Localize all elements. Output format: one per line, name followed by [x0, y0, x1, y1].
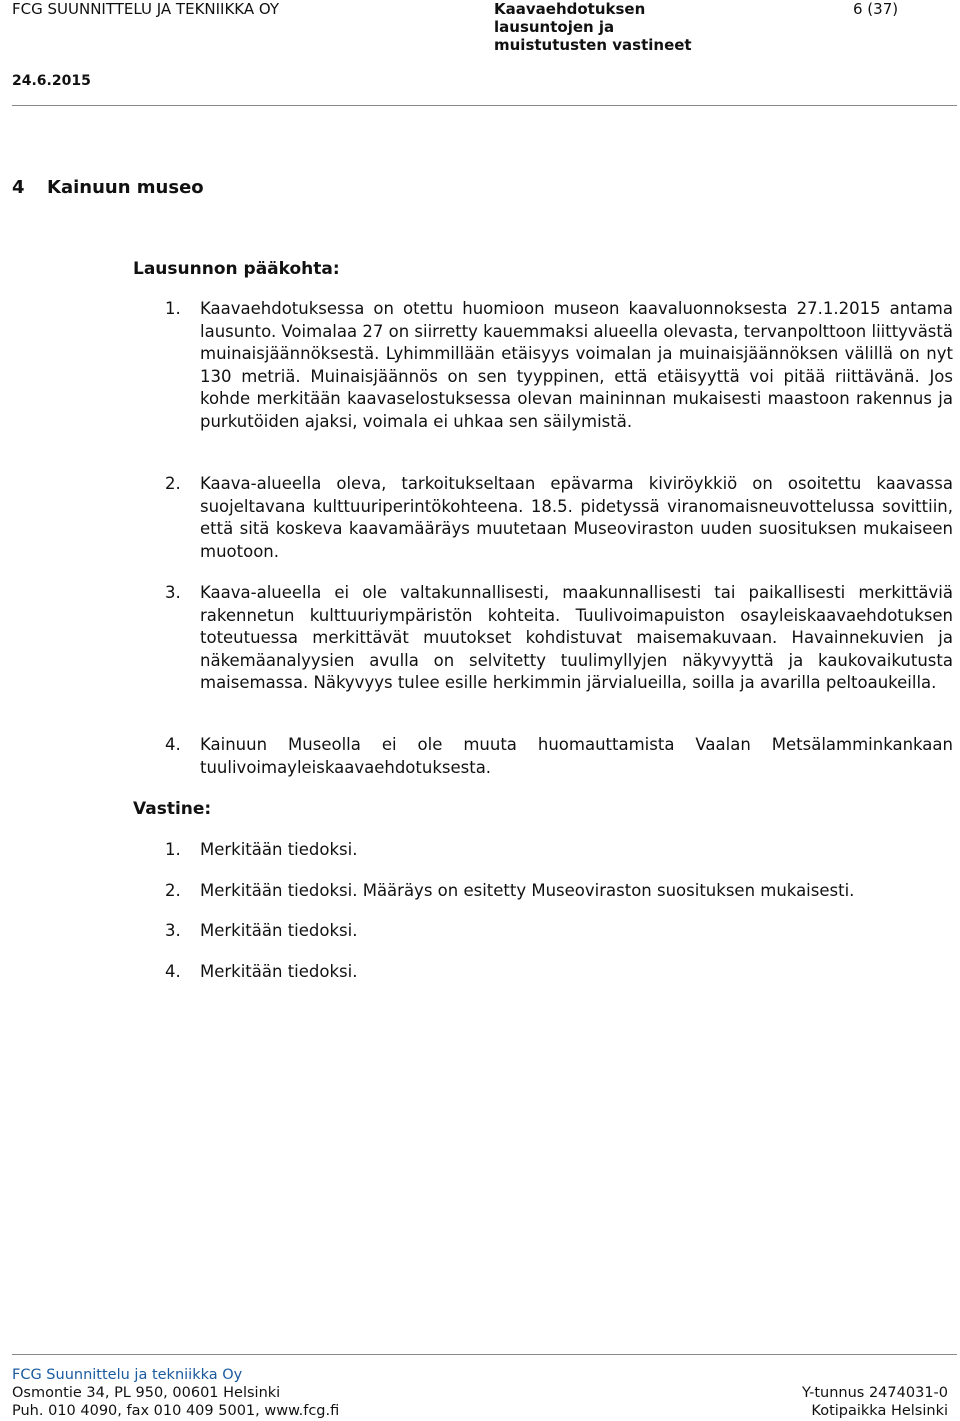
section-title-text: Kainuun museo [47, 177, 204, 198]
response-item-1-text: Merkitään tiedoksi. [200, 840, 358, 859]
statement-item-4-text: Kainuun Museolla ei ole muuta huomauttamista Vaalan Metsälamminkankaan tuulivoimayleiskaavaehdotuksesta. [200, 735, 953, 777]
footer-divider [12, 1354, 957, 1355]
response-item-2-number: 2. [165, 881, 181, 900]
statement-item-1-text: Kaavaehdotuksessa on otettu huomioon museon kaavaluonnoksesta 27.1.2015 antama lausunto. Voimalaa 27 on siirretty kauemmaksi alueella olevasta, tervanpolttoon liittyvästä muinaisjäännöksestä. Lyhimmillään etäisyys voimalan ja muinaisjäännöksen välillä on nyt 130 metriä. Muinaisjäännös on sen tyyppinen, että etäisyyttä voi pitää riittävänä. Jos kohde merkitään kaavaselostuksessa olevan maininnan mukaisesti maastoon rakennus ja purkutöiden ajaksi, voimala ei uhkaa sen säilymistä. [200, 299, 953, 431]
section-number: 4 [12, 177, 25, 198]
response-item-2-text: Merkitään tiedoksi. Määräys on esitetty Museoviraston suosituksen mukaisesti. [200, 881, 855, 900]
response-item-4-number: 4. [165, 962, 181, 981]
response-item-1-number: 1. [165, 840, 181, 859]
document-date: 24.6.2015 [12, 73, 91, 89]
statement-heading: Lausunnon pääkohta: [133, 259, 340, 279]
response-item-3-number: 3. [165, 921, 181, 940]
header-title-line-3: muistutusten vastineet [494, 36, 692, 54]
statement-item-3-number: 3. [165, 583, 181, 602]
header-document-title [494, 0, 714, 54]
statement-item-1-number: 1. [165, 299, 181, 318]
statement-item-4-number: 4. [165, 735, 181, 754]
header-company: FCG SUUNNITTELU JA TEKNIIKKA OY [12, 0, 280, 18]
statement-item-3-text: Kaava-alueella ei ole valtakunnallisesti, maakunnallisesti tai paikallisesti merkittäviä rakennetun kulttuuriympäristön kohteita. Tuulivoimapuiston osayleiskaavaehdotuksen toteutuessa merkittävät muutokset kohdistuvat maisemakuvaan. Havainnekuvien ja näkemäanalyysien avulla on selvitetty tuulimyllyjen näkyvyyttä ja kaukovaikutusta maisemassa. Näkyvyys tulee esille herkimmin järvialueilla, soilla ja avarilla peltoaukeilla. [200, 583, 953, 692]
page-number: 6 (37) [853, 0, 899, 18]
response-heading: Vastine: [133, 799, 212, 819]
section-title [12, 177, 204, 198]
header-title-line-1: Kaavaehdotuksen [494, 0, 646, 18]
header-divider [12, 105, 957, 106]
statement-item-3 [165, 582, 953, 695]
response-item-2 [165, 880, 953, 903]
response-item-3-text: Merkitään tiedoksi. [200, 921, 358, 940]
response-item-4-text: Merkitään tiedoksi. [200, 962, 358, 981]
footer-domicile: Kotipaikka Helsinki [811, 1403, 948, 1419]
response-item-4 [165, 961, 953, 984]
footer-address: Osmontie 34, PL 950, 00601 Helsinki [12, 1385, 281, 1401]
statement-item-2 [165, 473, 953, 563]
statement-item-2-number: 2. [165, 474, 181, 493]
response-item-1 [165, 839, 953, 862]
statement-item-4 [165, 734, 953, 779]
statement-item-1 [165, 298, 953, 433]
response-item-3 [165, 920, 953, 943]
footer-company: FCG Suunnittelu ja tekniikka Oy [12, 1367, 243, 1383]
footer-contact: Puh. 010 4090, fax 010 409 5001, www.fcg.fi [12, 1403, 340, 1419]
footer-business-id: Y-tunnus 2474031-0 [801, 1385, 948, 1401]
header-title-line-2: lausuntojen ja [494, 18, 615, 36]
statement-item-2-text: Kaava-alueella oleva, tarkoitukseltaan epävarma kiviröykkiö on osoitettu kaavassa suojeltavana kulttuuriperintökohteena. 18.5. pidetyssä viranomaisneuvottelussa sovittiin, että sitä koskeva kaavamääräys muutetaan Museoviraston uuden suosituksen mukaiseen muotoon. [200, 474, 953, 561]
